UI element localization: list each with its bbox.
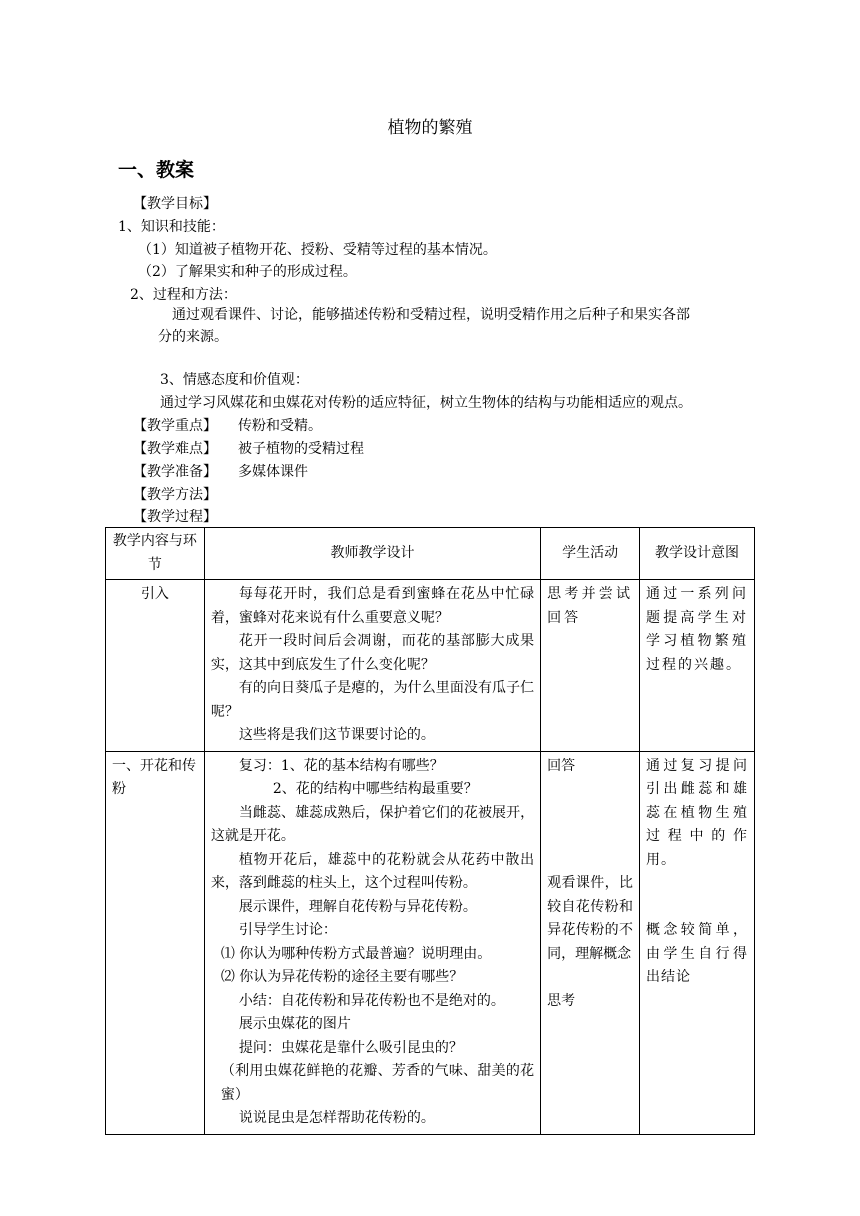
design-text: 复习：1、花的基本结构有哪些？ (238, 757, 444, 774)
row-section-flowering: 一、开花和传粉 (106, 751, 205, 1134)
knowledge-heading: 1、知识和技能： (118, 219, 225, 235)
design-text: 小结：自花传粉和异花传粉也不是绝对的。 (238, 992, 505, 1009)
attitude-heading: 3、情感态度和价值观： (160, 372, 309, 388)
table-row (106, 580, 755, 752)
focus-value: 传粉和受精。 (238, 418, 322, 434)
row-design-flowering (204, 751, 540, 1134)
design-text: 每每花开时，我们总是看到蜜蜂在花丛中忙碌着，蜜蜂对花来说有什么重要意义呢？ (210, 586, 535, 626)
design-text: ⑴ 你认为哪种传粉方式最普遍？说明理由。 (220, 945, 492, 962)
difficulty-value: 被子植物的受精过程 (238, 441, 364, 457)
design-text: 有的向日葵瓜子是瘪的，为什么里面没有瓜子仁呢？ (210, 680, 535, 720)
student-text: 回答 (547, 757, 576, 774)
design-text: 提问：虫媒花是靠什么吸引昆虫的？ (238, 1039, 463, 1056)
intent-text: 通过复习提问引出雌蕊和雄蕊在植物生殖过程中的作用。 (646, 757, 748, 868)
intent-text: 概念较简单，由学生自行得出结论 (646, 922, 748, 985)
design-text: 展示课件，理解自花传粉与异花传粉。 (238, 898, 477, 915)
row-student-intro: 思考并尝试回答 (541, 580, 640, 752)
goal-label: 【教学目标】 (133, 196, 217, 212)
student-text: 思考 (547, 992, 576, 1009)
process-text-1: 通过观看课件、讨论，能够描述传粉和受精过程，说明受精作用之后种子和果实各部 (172, 307, 690, 323)
row-intent-intro: 通过一系列问题提高学生对学习植物繁殖过程的兴趣。 (640, 580, 755, 752)
design-text: 引导学生讨论： (238, 922, 337, 938)
table-row (106, 751, 755, 1134)
design-text: 这些将是我们这节课要讨论的。 (238, 727, 435, 743)
page-title: 植物的繁殖 (387, 118, 473, 138)
row-section-intro: 引入 (106, 580, 205, 752)
preparation-label: 【教学准备】 (133, 464, 217, 480)
header-student: 学生活动 (541, 528, 640, 580)
section-heading: 一、教案 (118, 159, 195, 181)
design-text: 当雌蕊、雄蕊成熟后，保护着它们的花被展开，这就是开花。 (210, 804, 535, 844)
design-text: ⑵ 你认为异花传粉的途径主要有哪些？ (220, 969, 464, 985)
knowledge-item-2: （2）了解果实和种子的形成过程。 (138, 264, 357, 280)
method-label: 【教学方法】 (133, 487, 217, 503)
difficulty-label: 【教学难点】 (133, 441, 217, 457)
attitude-text: 通过学习风媒花和虫媒花对传粉的适应特征，树立生物体的结构与功能相适应的观点。 (160, 395, 692, 411)
header-content: 教学内容与环节 (106, 528, 205, 580)
design-text: （利用虫媒花鲜艳的花瓣、芳香的气味、甜美的花蜜） (220, 1063, 535, 1103)
row-design-intro (204, 580, 540, 752)
lesson-table (105, 527, 755, 1135)
row-student-flowering (541, 751, 640, 1134)
header-design: 教师教学设计 (204, 528, 540, 580)
row-intent-flowering (640, 751, 755, 1134)
design-text: 植物开花后，雄蕊中的花粉就会从花药中散出来，落到雌蕊的柱头上，这个过程叫传粉。 (210, 851, 535, 891)
table-header-row (106, 528, 755, 580)
design-text: 2、花的结构中哪些结构最重要？ (272, 781, 478, 797)
knowledge-item-1: （1）知道被子植物开花、授粉、受精等过程的基本情况。 (138, 242, 497, 258)
design-text: 花开一段时间后会凋谢，而花的基部膨大成果实，这其中到底发生了什么变化呢？ (210, 633, 535, 673)
student-text: 观看课件，比较自花传粉和异花传粉的不同，理解概念 (547, 875, 633, 962)
process-heading: 2、过程和方法： (130, 287, 237, 303)
header-intent: 教学设计意图 (640, 528, 755, 580)
process-text-2: 分的来源。 (158, 329, 228, 345)
design-text: 说说昆虫是怎样帮助花传粉的。 (238, 1110, 435, 1126)
design-text: 展示虫媒花的图片 (238, 1016, 351, 1032)
teaching-process-label: 【教学过程】 (133, 509, 217, 525)
preparation-value: 多媒体课件 (238, 464, 308, 480)
focus-label: 【教学重点】 (133, 418, 217, 434)
